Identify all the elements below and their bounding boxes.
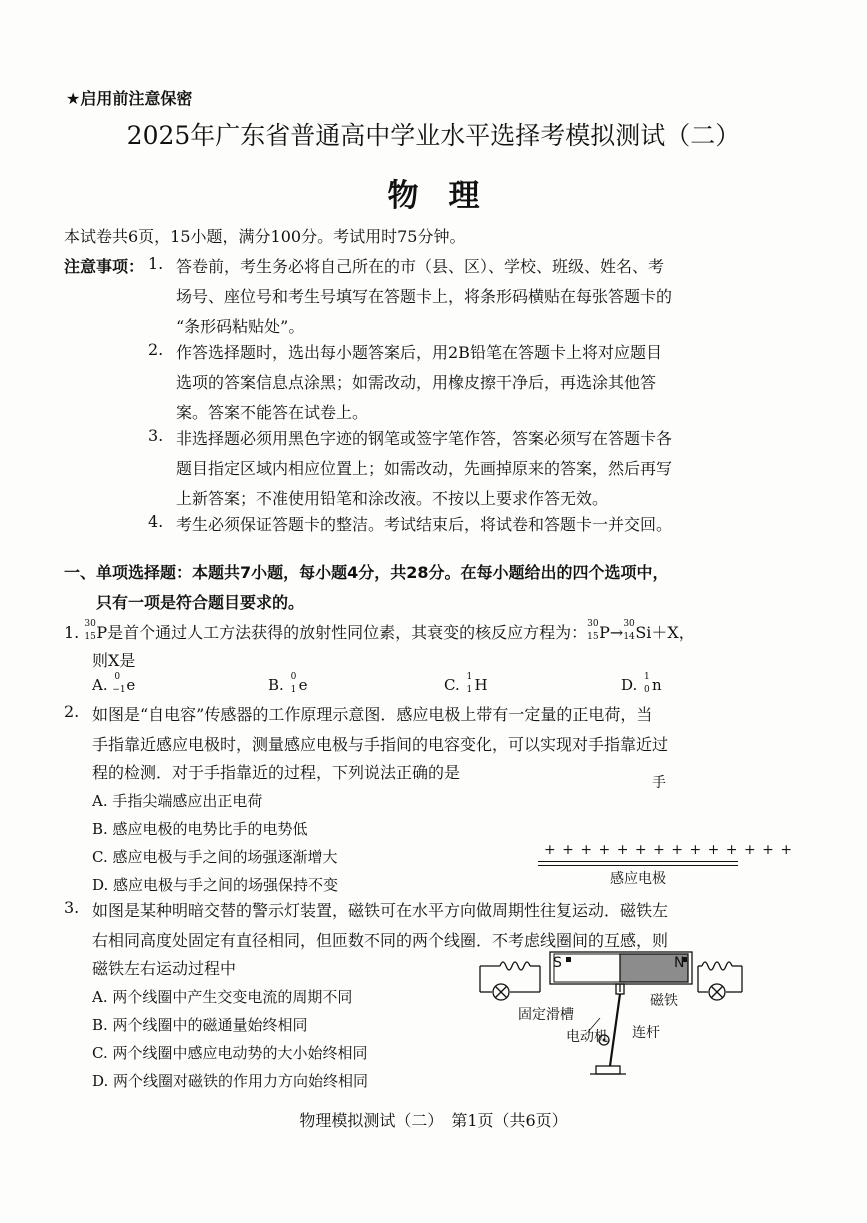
atomic-number: −1 [112, 685, 126, 695]
mass-number: 30 [84, 619, 96, 629]
confidential-mark: ★启用前注意保密 [66, 89, 193, 108]
note-line: 上新答案；不准使用铅笔和涂改液。不按以上要求作答无效。 [176, 489, 609, 508]
nuclide [112, 672, 136, 695]
warning-light-diagram [470, 948, 750, 1082]
atomic-number: 1 [466, 685, 473, 695]
option-a[interactable]: A. 手指尖端感应出正电荷 [92, 792, 263, 810]
question-text: 手指靠近感应电极时，测量感应电极与手指间的电容变化，可以实现对手指靠近过 [92, 735, 669, 754]
figure-label-slot: 固定滑槽 [518, 1007, 574, 1023]
nuclide [642, 672, 662, 695]
section-title-cont: 只有一项是符合题目要求的。 [96, 593, 305, 612]
nuclide-p [84, 619, 108, 642]
element-symbol: Si [635, 623, 652, 642]
atomic-number: 15 [587, 632, 599, 642]
notes-label: 注意事项： [64, 257, 145, 276]
atomic-number: 15 [84, 632, 96, 642]
figure-label-motor: 电动机 [566, 1029, 608, 1045]
mass-number: 0 [114, 672, 121, 682]
figure-label-magnet: 磁铁 [650, 993, 678, 1009]
connecting-rod [610, 994, 620, 1066]
note-line: 考生必须保证答题卡的整洁。考试结束后，将试卷和答题卡一并交回。 [176, 515, 673, 534]
element-symbol: e [298, 676, 308, 694]
atomic-number: 1 [290, 685, 297, 695]
option-d[interactable]: D. 两个线圈对磁铁的作用力方向始终相同 [92, 1072, 369, 1090]
figure-label-s: S [553, 955, 562, 971]
option-b[interactable]: B. 感应电极的电势比手的电势低 [92, 820, 308, 838]
element-symbol: P [96, 623, 108, 642]
exam-intro: 本试卷共6页，15小题，满分100分。考试用时75分钟。 [64, 227, 466, 246]
note-line: 选项的答案信息点涂黑；如需改动，用橡皮擦干净后，再选涂其他答 [176, 373, 657, 392]
option-label: C. [444, 676, 460, 694]
option-label: A. [92, 676, 108, 694]
atomic-number: 0 [644, 685, 650, 695]
page-footer: 物理模拟测试（二） 第1页（共6页） [299, 1111, 568, 1130]
question-text: 则X是 [92, 651, 136, 670]
option-b[interactable]: B. 两个线圈中的磁通量始终相同 [92, 1016, 308, 1034]
option-c[interactable]: C. 两个线圈中感应电动势的大小始终相同 [92, 1044, 368, 1062]
question-text: 如图是某种明暗交替的警示灯装置，磁铁可在水平方向做周期性往复运动．磁铁左 [92, 901, 669, 920]
note-line: 题目指定区域内相应位置上；如需改动，先画掉原来的答案，然后再写 [176, 459, 673, 478]
question-1 [64, 620, 695, 643]
question-text: 右相同高度处固定有直径相同，但匝数不同的两个线圈．不考虑线圈间的互感，则 [92, 931, 669, 950]
element-symbol: P→ [599, 623, 624, 642]
option-label: D. [621, 676, 638, 694]
figure-charges: + + + + + + + + + + + + + + [544, 842, 794, 858]
nuclide [465, 672, 488, 695]
note-number: 3. [148, 426, 164, 445]
left-coil [480, 962, 540, 992]
exam-title: 2025年广东省普通高中学业水平选择考模拟测试（二） [126, 121, 741, 150]
mass-number: 30 [623, 619, 635, 629]
option-c[interactable]: C. 感应电极与手之间的场强逐渐增大 [92, 848, 338, 866]
option-label: B. [268, 676, 284, 694]
mass-number: 1 [644, 672, 650, 682]
option-a[interactable] [92, 672, 136, 695]
option-c[interactable] [444, 672, 488, 695]
nuclide-si [623, 619, 652, 642]
note-number: 1. [148, 254, 164, 273]
nuclide [289, 672, 308, 695]
question-number: 3. [64, 898, 80, 917]
figure-label-rod: 连杆 [632, 1025, 660, 1041]
mass-number: 30 [587, 619, 599, 629]
option-d[interactable]: D. 感应电极与手之间的场强保持不变 [92, 876, 339, 894]
question-text: 磁铁左右运动过程中 [92, 959, 237, 978]
element-symbol: n [652, 676, 662, 694]
figure-label-hand: 手 [652, 775, 666, 791]
question-text: 程的检测．对于手指靠近的过程，下列说法正确的是 [92, 763, 461, 782]
note-line: 答卷前，考生务必将自己所在的市（县、区）、学校、班级、姓名、考 [176, 257, 665, 276]
note-line: 案。答案不能答在试卷上。 [176, 403, 369, 422]
electrode-plate [538, 861, 738, 866]
question-number: 2. [64, 702, 80, 721]
element-symbol: H [474, 676, 488, 694]
figure-label-n: N [674, 955, 685, 971]
magnet-left [554, 954, 620, 982]
option-a[interactable]: A. 两个线圈中产生交变电流的周期不同 [92, 988, 353, 1006]
question-number: 1. [64, 623, 80, 642]
option-d[interactable] [621, 672, 662, 695]
note-line: 非选择题必须用黑色字迹的钢笔或签字笔作答，答案必须写在答题卡各 [176, 429, 673, 448]
note-number: 2. [148, 340, 164, 359]
section-title: 一、单项选择题：本题共7小题，每小题4分，共28分。在每小题给出的四个选项中， [64, 563, 669, 582]
note-line: “条形码粘贴处”。 [176, 317, 305, 336]
mass-number: 0 [290, 672, 297, 682]
subject-title: 物理 [387, 178, 510, 214]
option-b[interactable] [268, 672, 308, 695]
nuclide-p-eq [587, 619, 624, 642]
question-text: 是首个通过人工方法获得的放射性同位素，其衰变的核反应方程为： [107, 623, 588, 642]
question-text: 如图是“自电容”传感器的工作原理示意图．感应电极上带有一定量的正电荷，当 [92, 705, 653, 724]
note-number: 4. [148, 512, 164, 531]
left-lamp-icon [493, 984, 509, 1000]
right-lamp-icon [709, 984, 725, 1000]
element-symbol: e [126, 676, 136, 694]
right-coil [698, 962, 742, 992]
mass-number: 1 [466, 672, 473, 682]
atomic-number: 14 [623, 632, 635, 642]
figure-label-electrode: 感应电极 [610, 871, 666, 887]
note-line: 场号、座位号和考生号填写在答题卡上，将条形码横贴在每张答题卡的 [176, 287, 673, 306]
note-line: 作答选择题时，选出每小题答案后，用2B铅笔在答题卡上将对应题目 [176, 343, 662, 362]
equation-tail: ＋X， [651, 623, 695, 642]
